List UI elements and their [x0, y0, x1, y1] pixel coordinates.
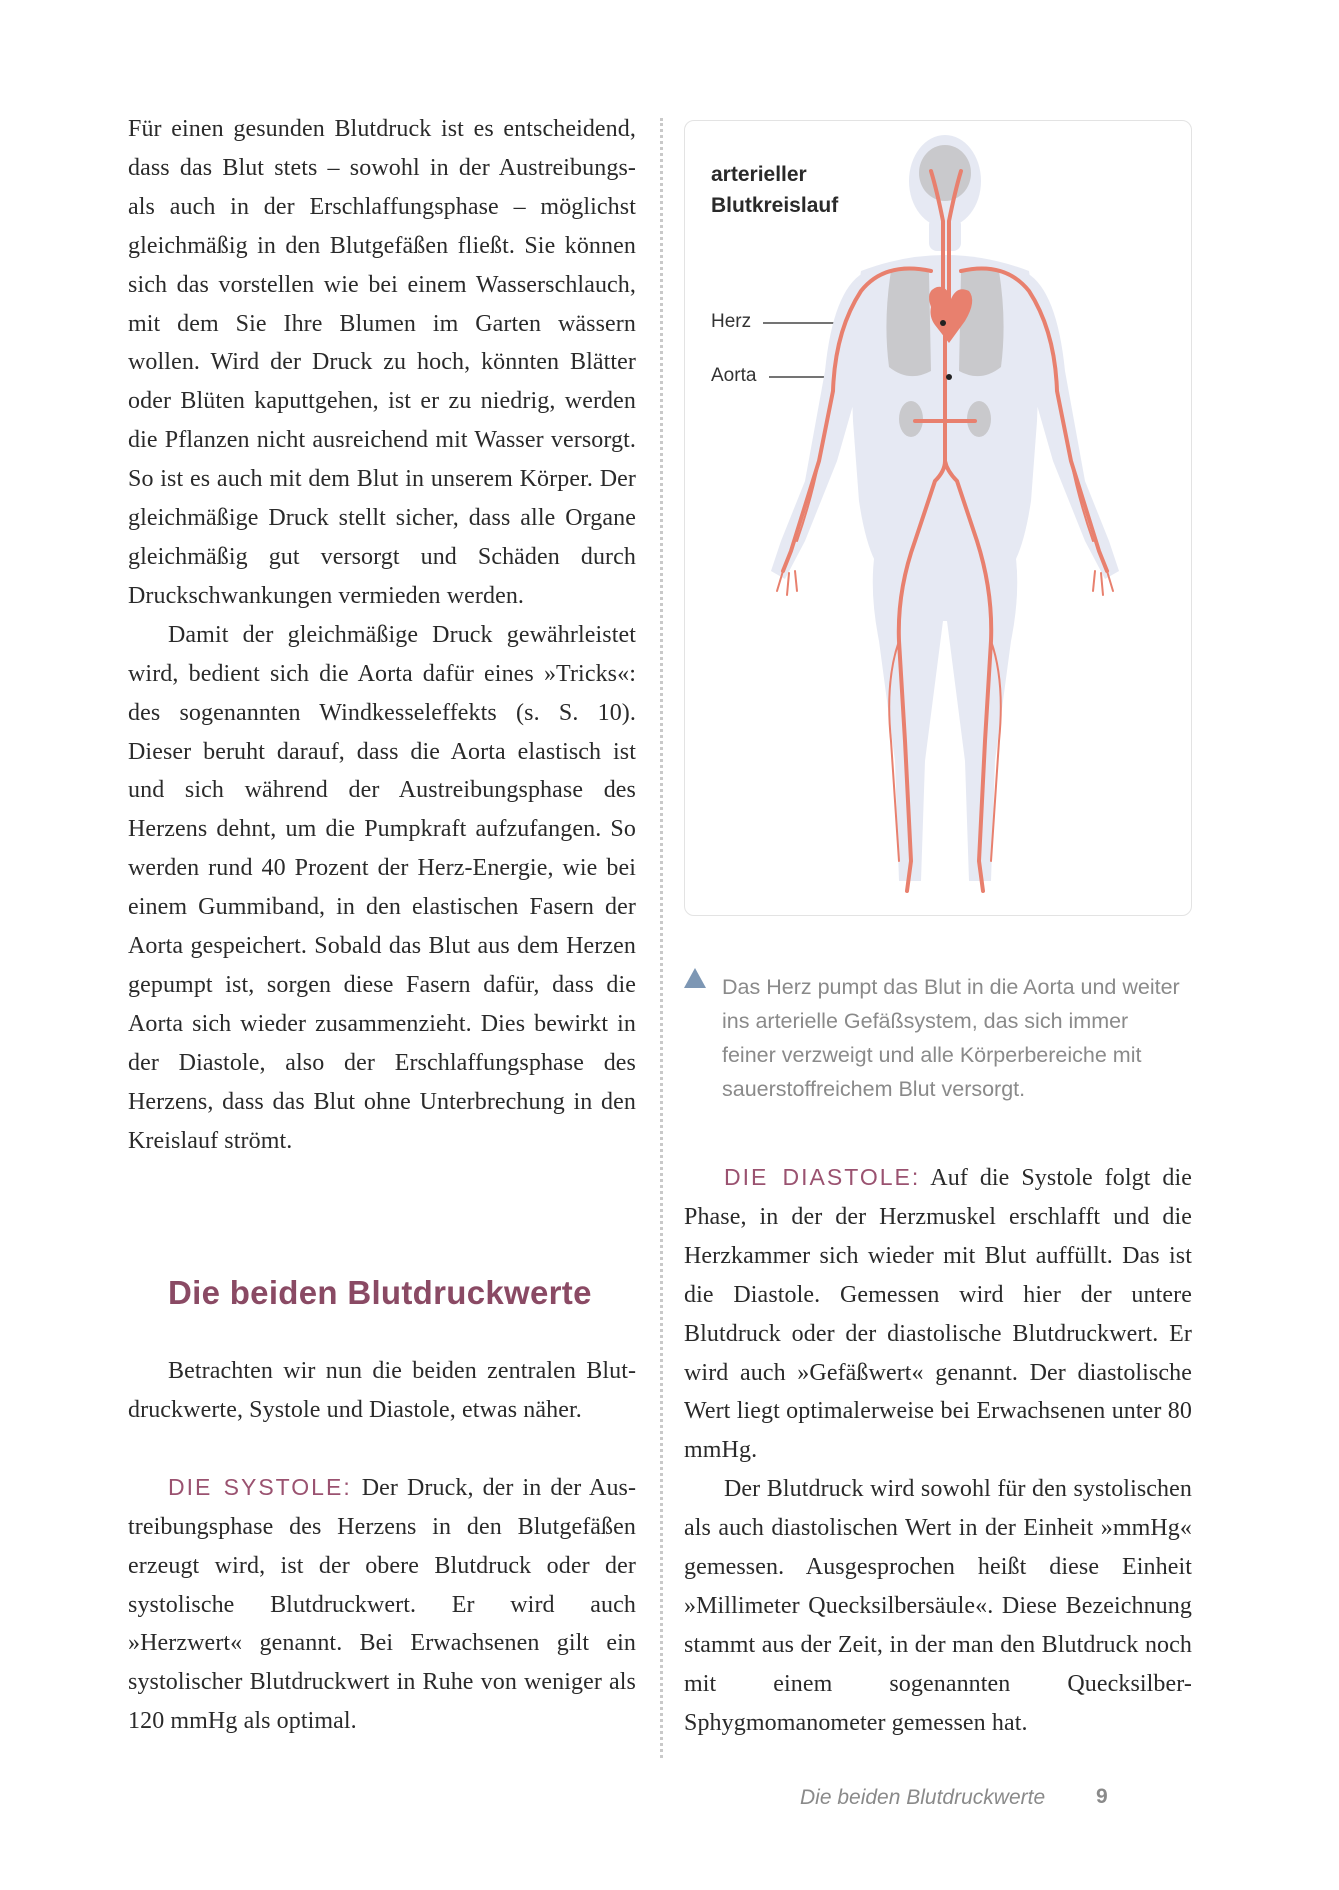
heart-dot: [940, 320, 946, 326]
right-column: [684, 1158, 1192, 1743]
section-heading: Die beiden Blutdruckwerte: [168, 1274, 592, 1311]
systole-label: DIE SYSTOLE:: [168, 1473, 352, 1500]
figure-title: arterieller Blutkreislauf: [711, 163, 839, 217]
aorta-dot: [946, 374, 952, 380]
figure-box: [684, 120, 1192, 916]
left-column-lower: [128, 1352, 636, 1741]
left-column: [128, 110, 636, 1160]
label-heart: Herz: [711, 311, 752, 332]
paragraph-intro: Für einen gesunden Blutdruck ist es entscheidend, dass das Blut stets – sowohl in der Austreibungs- als auch in der Erschlaffungsphase – möglichst gleichmäßig in den Blutgefäßen fließt. Sie können sich das vorstellen wie bei einem Wasserschlauch, mit dem Sie Ihre Blumen im Garten wässern wollen. Wird der Druck zu hoch, könnten Blätter oder Blüten kaputtgehen, ist er zu niedrig, werden die Pflanzen nicht ausreichend mit Wasser versorgt. So ist es auch mit dem Blut in unserem Körper. Der gleichmäßige Druck stellt sicher, dass alle Organe gleichmäßig gut versorgt und Schäden durch Druckschwankungen vermieden werden.: [128, 116, 636, 609]
circulation-illustration: [685, 121, 1191, 915]
paragraph-windkessel: Damit der gleichmäßige Druck gewährleistet wird, bedient sich die Aorta dafür eines »Tricks«: des sogenannten Windkesseleffekts (s. S. 10). Dieser beruht darauf, dass die Aorta elastisch ist und sich während der Austreibungsphase des Herzens dehnt, um die Pumpkraft aufzufangen. So werden rund 40 Prozent der Herz-Energie, wie bei einem Gummiband, in den elastischen Fasern der Aorta gespeichert. Sobald das Blut aus dem Herzen gepumpt ist, sorgen diese Fasern dafür, dass die Aorta sich wieder zusammenzieht. Dies bewirkt in der Diastole, also der Erschlaffungsphase des Herzens, dass das Blut ohne Unterbrechung in den Kreislauf strömt.: [128, 621, 636, 1154]
paragraph-mmhg: Der Blutdruck wird sowohl für den systolischen als auch diastolischen Wert in der Einheit »mmHg« gemessen. Ausgesprochen heißt diese Einheit »Millimeter Quecksilbersäule«. Diese Bezeichnung stammt aus der Zeit, in der man den Blutdruck noch mit einem sogenannten Quecksilber-Sphygmomanometer gemessen hat.: [684, 1476, 1192, 1736]
column-divider: [660, 118, 663, 1758]
diastole-text: Auf die Systole folgt die Phase, in der der Herzmuskel erschlafft und die Herzkammer sich wieder mit Blut auffüllt. Das ist die Diastole. Gemessen wird hier der untere Blutdruck oder der diastolische Blutdruckwert. Er wird auch »Gefäßwert« genannt. Der diastolische Wert liegt optimalerweise bei Erwachsenen unter 80 mmHg.: [684, 1165, 1192, 1464]
systole-text: Der Druck, der in der Austreibungsphase des Herzens in den Blutgefäßen erzeugt wird, ist der obere Blutdruck oder der systolische Blutdruckwert. Er wird auch »Herzwert« genannt. Bei Erwachsenen gilt ein systolischer Blutdruckwert in Ruhe von weniger als 120 mmHg als optimal.: [128, 1474, 636, 1735]
caption-marker-icon: [683, 966, 707, 990]
figure-caption: Das Herz pumpt das Blut in die Aorta und weiter ins arterielle Gefäßsystem, das sich immer feiner verzweigt und alle Körperbereiche mit sauerstoffreichem Blut versorgt.: [722, 975, 1180, 1101]
paragraph-diastole: [684, 1158, 1192, 1470]
page-number: 9: [1096, 1785, 1108, 1808]
paragraph-overview: Betrachten wir nun die beiden zentralen Blutdruckwerte, Systole und Diastole, etwas näher.: [128, 1358, 636, 1423]
label-aorta: Aorta: [711, 365, 757, 386]
running-footer-title: Die beiden Blutdruckwerte: [800, 1786, 1046, 1809]
paragraph-systole: [128, 1468, 636, 1741]
diastole-label: DIE DIASTOLE:: [724, 1164, 921, 1190]
